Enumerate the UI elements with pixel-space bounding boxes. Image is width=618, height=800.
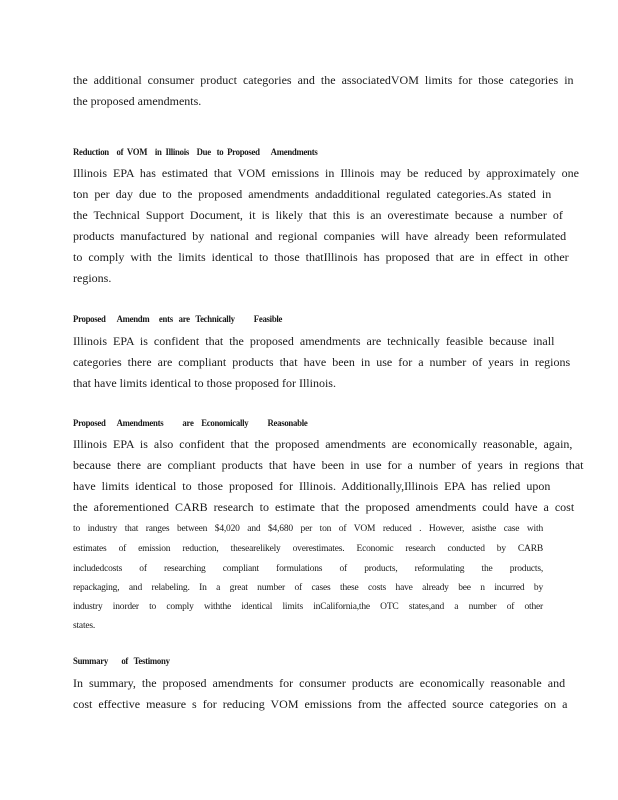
section-2-line-3: that have limits identical to those proposed for Illinois. [73,376,336,390]
section-1-line-5: to comply with the limits identical to those thatIllinois has proposed that are in effect in other [73,250,569,264]
section-3-line-7: includedcosts of researching compliant formulations of products, reformulating the products, [73,564,543,574]
section-3-line-4: the aforementioned CARB research to estimate that the proposed amendments could have a cost [73,500,575,514]
section-2-line-1: Illinois EPA is confident that the proposed amendments are technically feasible because inall [73,334,555,348]
section-heading-summary: Summary of Testimony [73,657,170,667]
section-heading-technically-feasible: Proposed Amendm ents are Technically Feasible [73,315,283,325]
section-3-line-5: to industry that ranges between $4,020 and $4,680 per ton of VOM reduced . However, asisthe case with [73,524,543,534]
section-3-line-1: Illinois EPA is also confident that the proposed amendments are economically reasonable, again, [73,437,573,451]
section-1-line-1: Illinois EPA has estimated that VOM emissions in Illinois may be reduced by approximately one [73,166,579,180]
section-heading-vom-reduction: Reduction of VOM in Illinois Due to Proposed Amendments [73,148,318,158]
section-3-line-2: because there are compliant products that have been in use for a number of years in regions that [73,458,584,472]
section-heading-economically-reasonable: Proposed Amendments are Economically Reasonable [73,419,308,429]
section-3-line-3: have limits identical to those proposed for Illinois. Additionally,Illinois EPA has relied upon [73,479,551,493]
section-2-line-2: categories there are compliant products that have been in use for a number of years in regions [73,355,571,369]
section-4-line-2: cost effective measure s for reducing VOM emissions from the affected source categories on a [73,697,568,711]
section-3-line-8: repackaging, and relabeling. In a great number of cases these costs have already bee n incurred by [73,583,543,593]
intro-line-2: the proposed amendments. [73,94,202,108]
section-3-line-9: industry inorder to comply withthe identical limits inCalifornia,the OTC states,and a number of other [73,602,543,612]
section-1-line-3: the Technical Support Document, it is likely that this is an overestimate because a number of [73,208,563,222]
section-1-line-6: regions. [73,271,112,285]
section-4-line-1: In summary, the proposed amendments for consumer products are economically reasonable and [73,676,566,690]
section-1-line-2: ton per day due to the proposed amendments andadditional regulated categories.As stated in [73,187,552,201]
section-3-line-6: estimates of emission reduction, thesearelikely overestimates. Economic research conducted by CARB [73,544,543,554]
section-3-line-10: states. [73,621,96,631]
intro-line-1: the additional consumer product categories and the associatedVOM limits for those categories in [73,73,574,87]
section-1-line-4: products manufactured by national and regional companies will have already been reformulated [73,229,567,243]
